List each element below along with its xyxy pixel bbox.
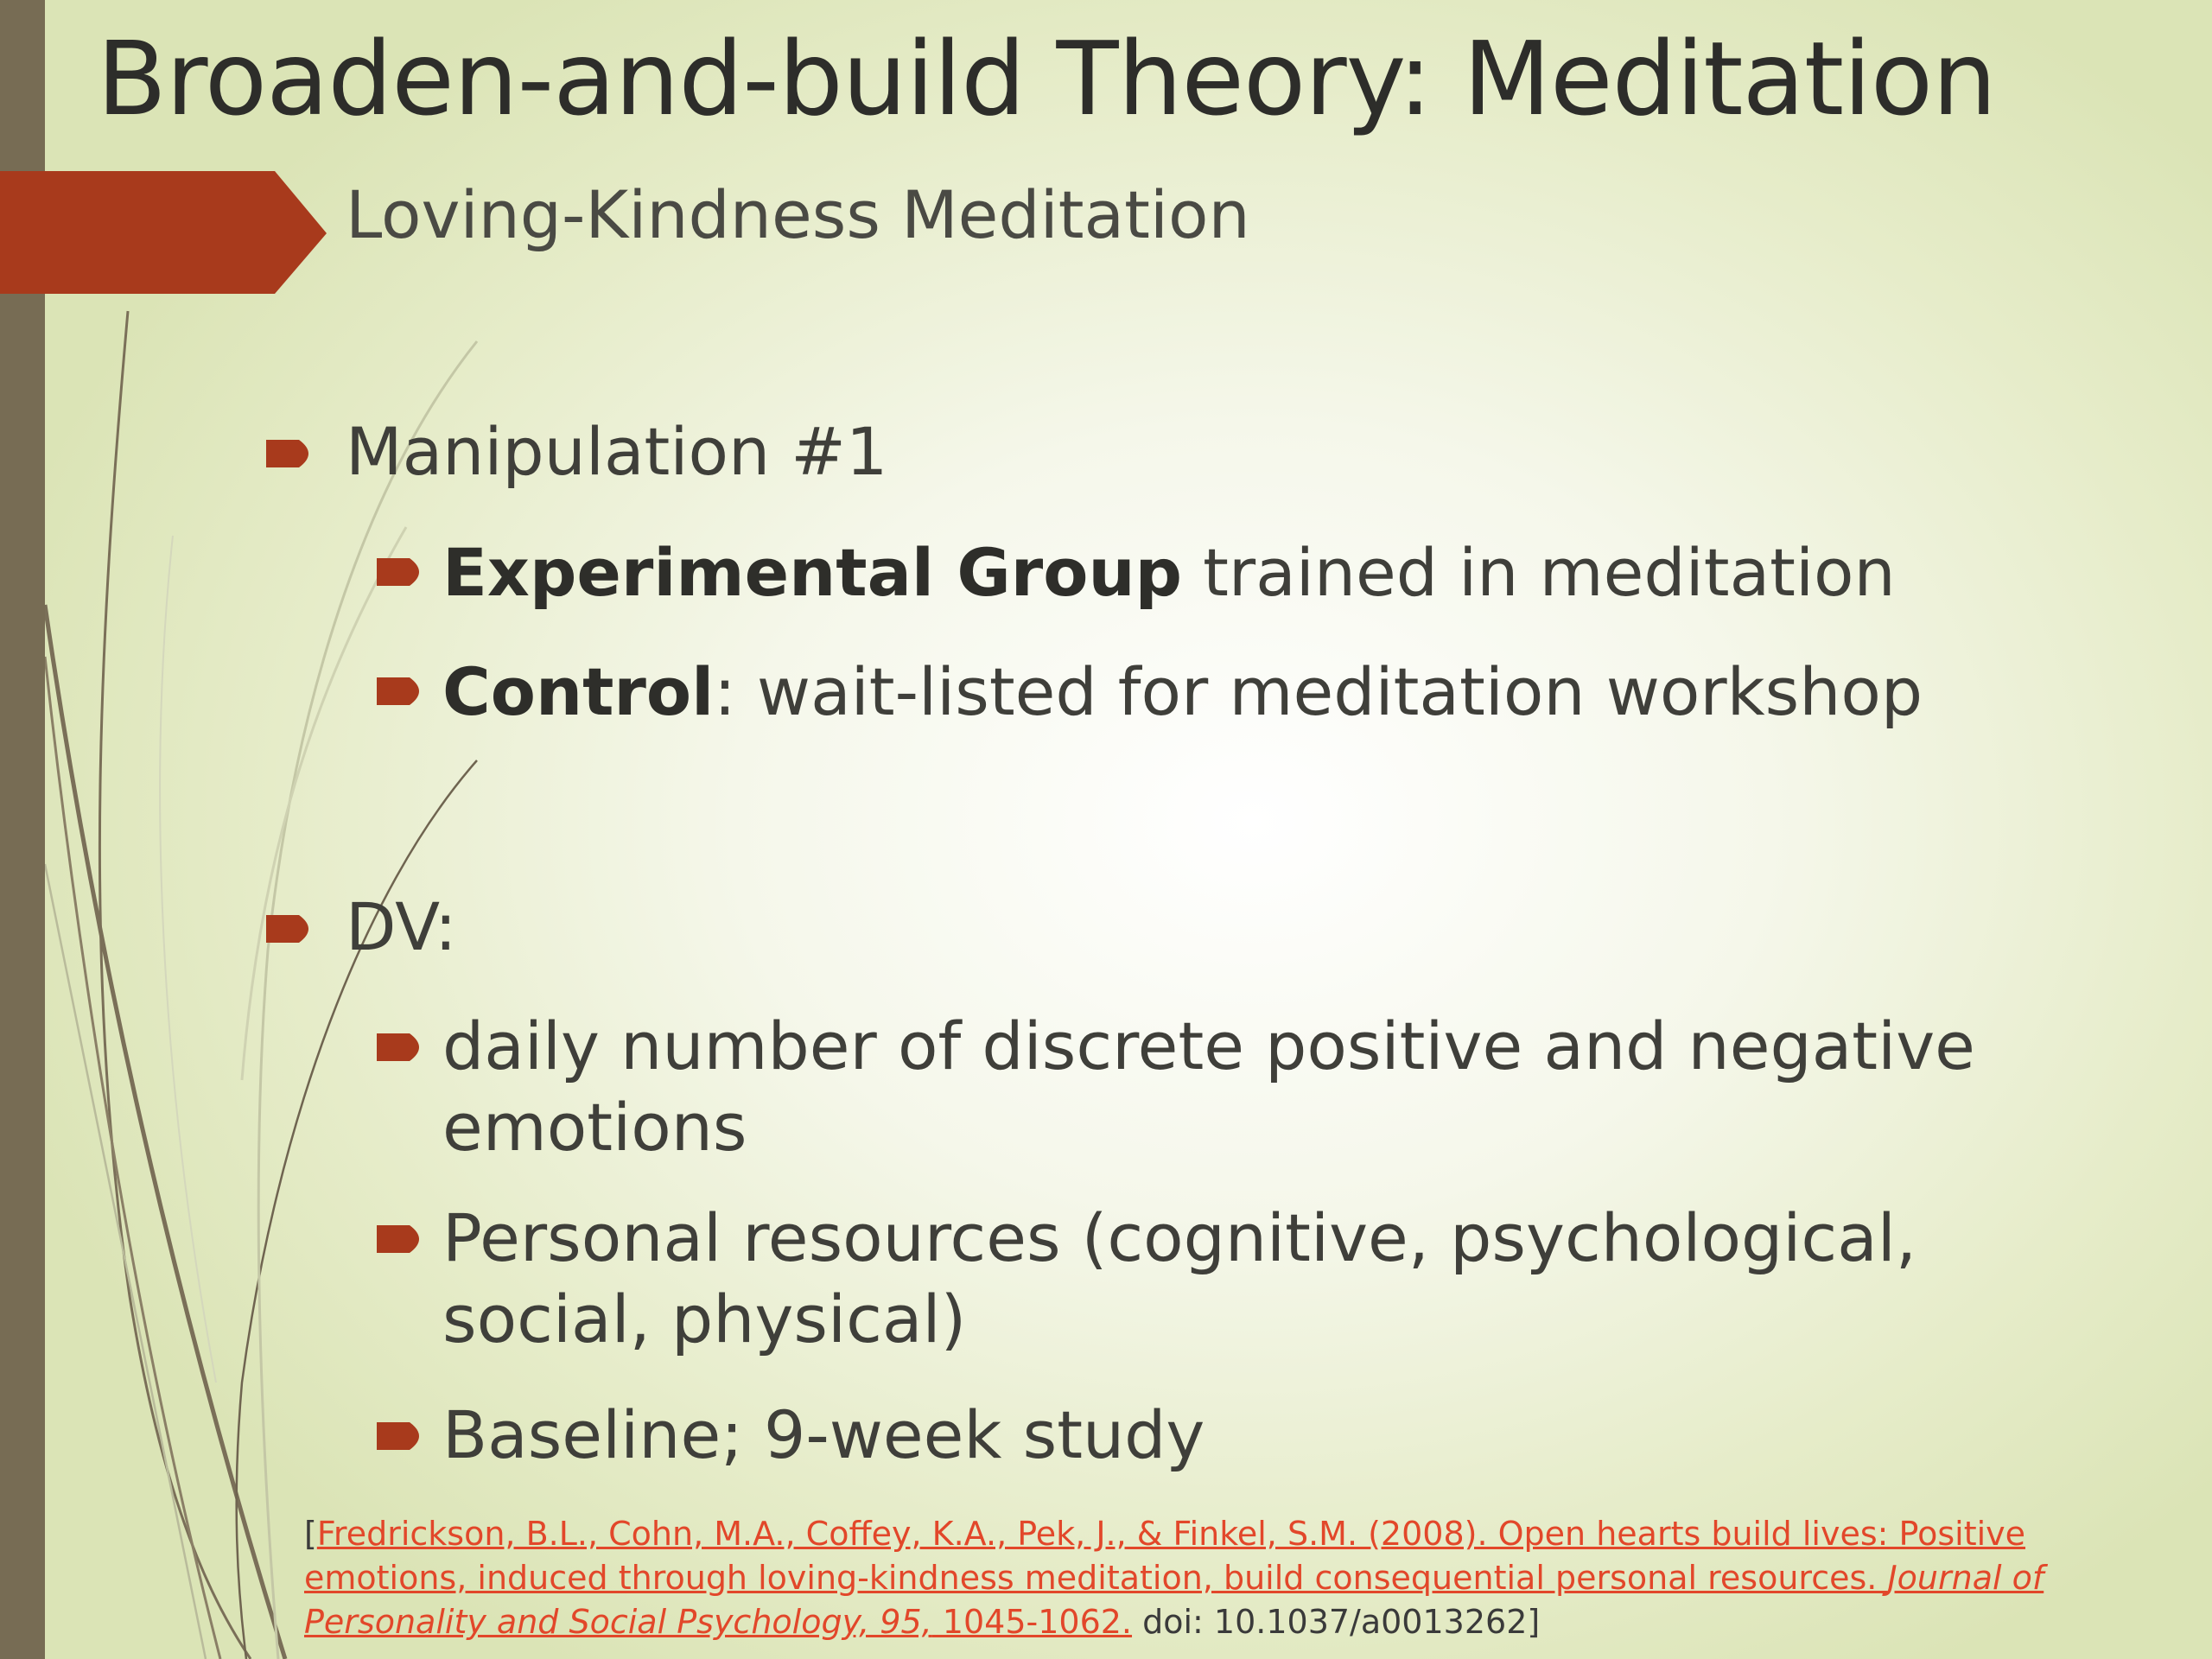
reference-pages: 1045-1062.: [931, 1603, 1133, 1641]
slide-subtitle: Loving-Kindness Meditation: [346, 176, 1250, 253]
arrow-bullet-icon: [377, 1222, 430, 1256]
experimental-group-item: [442, 532, 1896, 613]
reference-open-bracket: [: [304, 1515, 317, 1553]
arrow-bullet-icon: [377, 1030, 430, 1065]
dv-resources-line2: social, physical): [442, 1281, 967, 1357]
dv-baseline-item: Baseline; 9-week study: [442, 1396, 1205, 1473]
control-group-item: [442, 652, 1923, 733]
reference-link-text: Fredrickson, B.L., Cohn, M.A., Coffey, K.A., Pek, J., & Finkel, S.M. (2008). Open hearts build lives: Positive emotions, induced through loving-kindness meditation, build consequential personal resources.: [304, 1515, 2026, 1597]
dv-resources-item: [442, 1198, 1916, 1360]
title-accent-banner: [0, 171, 346, 296]
dv-emotions-item: [442, 1006, 1975, 1168]
arrow-bullet-icon: [377, 555, 430, 589]
experimental-group-label: Experimental Group: [442, 534, 1182, 611]
control-group-label: Control: [442, 653, 715, 730]
dv-resources-line1: Personal resources (cognitive, psychological,: [442, 1199, 1916, 1276]
experimental-group-text: trained in meditation: [1181, 534, 1896, 611]
dv-emotions-line2: emotions: [442, 1089, 747, 1166]
manipulation-heading: Manipulation #1: [346, 413, 888, 490]
arrow-bullet-icon: [377, 1419, 430, 1453]
dv-emotions-line1: daily number of discrete positive and negative: [442, 1007, 1975, 1084]
reference-journal: Journal of Personality and Social Psychology, 95,: [304, 1559, 2044, 1641]
slide-title: Broaden-and-build Theory: Meditation: [97, 19, 1996, 138]
arrow-bullet-icon: [377, 674, 430, 709]
control-group-text: : wait-listed for meditation workshop: [714, 653, 1923, 730]
reference-citation: [304, 1512, 2196, 1644]
arrow-bullet-icon: [266, 436, 320, 471]
arrow-bullet-icon: [266, 912, 320, 946]
reference-doi: doi: 10.1037/a0013262]: [1132, 1603, 1541, 1641]
dv-heading: DV:: [346, 888, 457, 965]
